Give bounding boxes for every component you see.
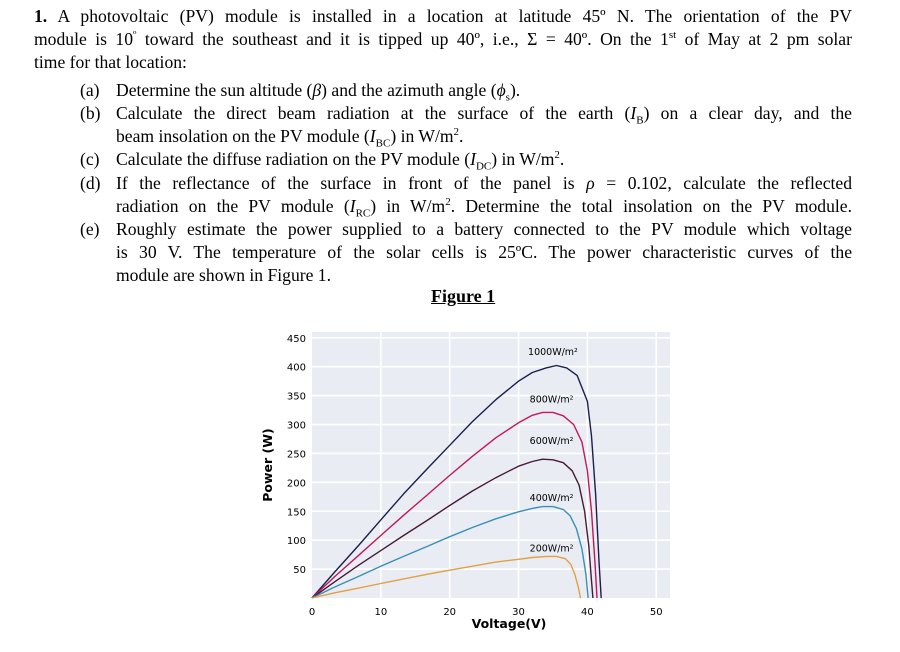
part-d-line-1	[116, 172, 852, 194]
y-tick-label: 400	[286, 362, 306, 374]
part-b-2b: ) in W/m	[390, 126, 454, 146]
problem-line-1	[34, 5, 852, 27]
part-e-3: module are shown in Figure 1.	[116, 265, 331, 285]
ibc-subscript: BC	[375, 137, 391, 150]
beta-symbol: β	[312, 80, 322, 100]
ibc-symbol: I	[369, 126, 376, 146]
problem-intro-2a: module is 10	[34, 29, 134, 49]
x-axis-label: Voltage(V)	[471, 616, 547, 631]
y-tick-label: 250	[286, 449, 306, 461]
part-e-1: Roughly estimate the power supplied to a battery connected to the PV module which voltage	[116, 219, 852, 239]
part-c-t1: Calculate the diffuse radiation on the PV module (	[116, 149, 471, 169]
problem-intro-1: A photovoltaic (PV) module is installed in a location at latitude 45º N. The orientation of the PV	[57, 6, 852, 26]
power-voltage-chart	[250, 322, 682, 640]
y-tick-label: 100	[286, 536, 306, 548]
part-a-t3: ).	[509, 80, 521, 100]
x-tick-label: 30	[512, 607, 525, 618]
phi-symbol: ϕ	[496, 80, 506, 100]
x-tick-label: 40	[581, 607, 594, 618]
y-tick-label: 350	[286, 391, 306, 403]
idc-subscript: DC	[475, 160, 492, 173]
series-label-0: 1000W/m²	[528, 347, 578, 359]
y-tick-label: 150	[286, 507, 306, 519]
part-d-1a: If the reflectance of the surface in front of the panel is	[116, 173, 587, 193]
part-d-2a: radiation on the PV module (	[116, 196, 350, 216]
y-tick-label: 200	[286, 478, 306, 490]
part-d-line-2	[116, 195, 852, 220]
part-c-sup: 2	[554, 149, 560, 162]
x-tick-label: 50	[649, 607, 663, 618]
part-e-label: (e)	[80, 219, 100, 239]
phi-subscript: s	[505, 91, 510, 104]
part-a-t2: ) and the azimuth angle (	[321, 80, 497, 100]
part-a-t1: Determine the sun altitude (	[116, 80, 313, 100]
rho-symbol: ρ	[586, 173, 595, 193]
part-b-line-1	[116, 102, 852, 127]
problem-intro-2c: toward the southeast and it is tipped up 40º, i.e., Σ = 40º. On the 1	[136, 29, 669, 49]
part-a-label: (a)	[80, 80, 100, 100]
problem-intro-2b: º	[133, 29, 137, 42]
problem-intro-2e: of May at 2 pm solar	[676, 29, 852, 49]
part-d-2c: . Determine the total insolation on the PV module.	[450, 196, 852, 216]
series-label-2: 600W/m²	[529, 436, 574, 448]
part-d-2sup: 2	[445, 196, 451, 209]
ib-subscript: B	[636, 114, 644, 127]
problem-intro-3: time for that location:	[34, 52, 187, 72]
irc-subscript: RC	[355, 207, 371, 220]
x-tick-label: 0	[308, 607, 316, 618]
part-c-t3: .	[559, 149, 565, 169]
part-d-2b: ) in W/m	[370, 196, 446, 216]
x-tick-label: 10	[374, 607, 388, 618]
part-b-2sup: 2	[453, 126, 460, 139]
y-tick-label: 300	[286, 420, 306, 432]
part-b-line-2	[116, 125, 464, 150]
part-b-label: (b)	[80, 103, 101, 123]
part-e-line-2	[116, 241, 852, 263]
part-d-1b: = 0.102, calculate the reflected	[594, 173, 852, 193]
part-c-t2: ) in W/m	[491, 149, 555, 169]
series-label-3: 400W/m²	[529, 492, 574, 504]
series-label-4: 200W/m²	[529, 543, 574, 555]
part-e-line-1	[116, 218, 852, 240]
part-b-1a: Calculate the direct beam radiation at the surface of the earth (	[116, 103, 631, 123]
y-axis-label: Power (W)	[260, 428, 275, 502]
part-e-2: is 30 V. The temperature of the solar cells is 25ºC. The power characteristic curves of the	[116, 242, 852, 262]
plot-area-background	[312, 332, 670, 598]
y-tick-label: 50	[293, 565, 306, 577]
part-b-2a: beam insolation on the PV module (	[116, 126, 370, 146]
part-a-text	[116, 79, 521, 104]
figure-title: Figure 1	[431, 286, 496, 306]
problem-line-2	[34, 28, 852, 50]
part-c-label: (c)	[80, 149, 100, 169]
x-tick-label: 20	[443, 607, 457, 618]
part-e-line-3	[116, 264, 331, 286]
series-label-1: 800W/m²	[529, 394, 574, 406]
problem-number: 1.	[34, 6, 48, 26]
irc-symbol: I	[349, 196, 356, 216]
part-b-2c: .	[459, 126, 464, 146]
y-tick-label: 450	[286, 333, 306, 345]
problem-line-3	[34, 51, 187, 73]
part-d-label: (d)	[80, 173, 101, 193]
ib-symbol: I	[630, 103, 637, 123]
problem-intro-2d: st	[668, 29, 677, 42]
part-c-text	[116, 148, 565, 173]
idc-symbol: I	[470, 149, 476, 169]
part-b-1b: ) on a clear day, and the	[643, 103, 852, 123]
